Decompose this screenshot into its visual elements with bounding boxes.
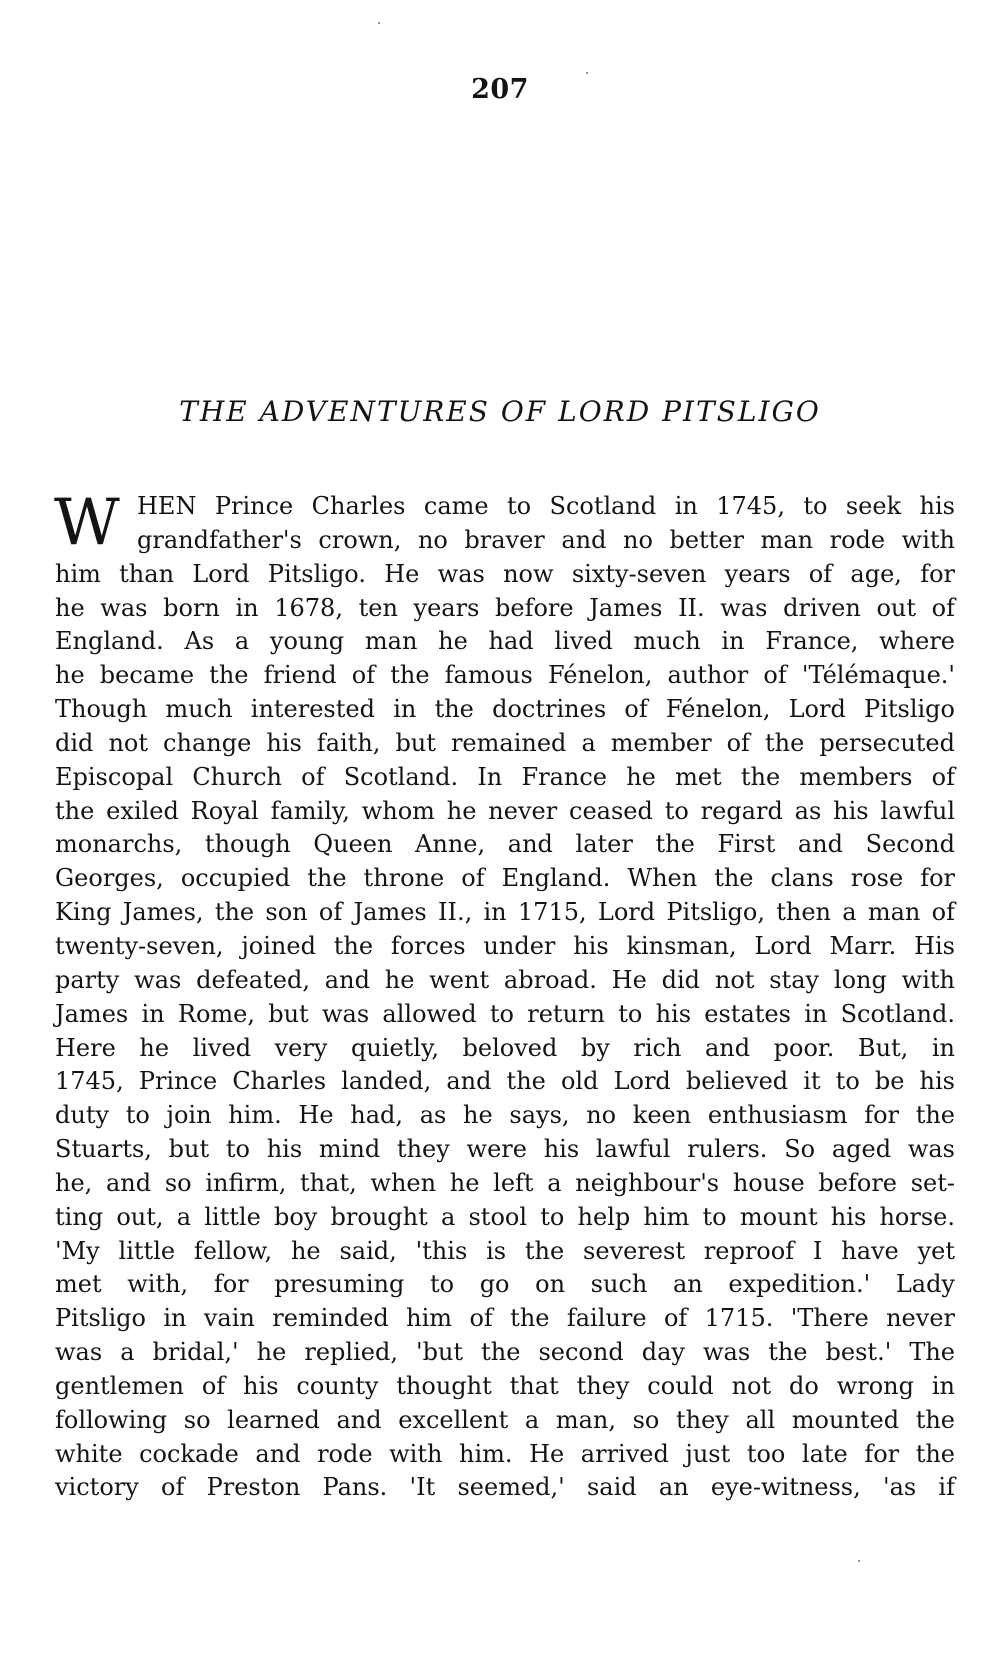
text-line: Georges, occupied the throne of England. When the clans rose for <box>55 864 955 893</box>
text-line: him than Lord Pitsligo. He was now sixty-seven years of age, for <box>55 559 955 588</box>
text-line: he, and so infirm, that, when he left a neighbour's house before set- <box>55 1168 955 1197</box>
text-line: he became the friend of the famous Fénelon, author of 'Télémaque.' <box>55 661 955 690</box>
text-line: 'My little fellow, he said, 'this is the severest reproof I have yet <box>55 1236 955 1265</box>
text-line: party was defeated, and he went abroad. He did not stay long with <box>55 965 955 994</box>
text-line: Stuarts, but to his mind they were his lawful rulers. So aged was <box>55 1135 955 1164</box>
text-line: grandfather's crown, no braver and no better man rode with <box>137 525 955 554</box>
chapter-body <box>54 486 955 1505</box>
text-line: Episcopal Church of Scotland. In France he met the members of <box>55 762 955 791</box>
drop-cap: W <box>54 486 120 560</box>
text-line: following so learned and excellent a man, so they all mounted the <box>55 1405 955 1434</box>
text-line: met with, for presuming to go on such an expedition.' Lady <box>55 1270 955 1299</box>
text-line: did not change his faith, but remained a member of the persecuted <box>55 728 955 757</box>
text-line: victory of Preston Pans. 'It seemed,' said an eye-witness, 'as if <box>55 1473 955 1502</box>
text-line: gentlemen of his county thought that they could not do wrong in <box>55 1371 955 1400</box>
text-line: Pitsligo in vain reminded him of the failure of 1715. 'There never <box>55 1304 955 1333</box>
text-line: twenty-seven, joined the forces under his kinsman, Lord Marr. His <box>55 931 955 960</box>
text-line: white cockade and rode with him. He arrived just too late for the <box>55 1439 955 1468</box>
scan-speck <box>858 1560 860 1562</box>
text-line: duty to join him. He had, as he says, no keen enthusiasm for the <box>55 1101 955 1130</box>
text-line: Though much interested in the doctrines of Fénelon, Lord Pitsligo <box>55 695 955 724</box>
text-line: King James, the son of James II., in 1715, Lord Pitsligo, then a man of <box>55 898 955 927</box>
scan-speck <box>378 22 380 24</box>
chapter-title: THE ADVENTURES OF LORD PITSLIGO <box>179 395 821 428</box>
text-line: ting out, a little boy brought a stool to help him to mount his horse. <box>55 1202 955 1231</box>
text-line: James in Rome, but was allowed to return to his estates in Scotland. <box>55 999 955 1028</box>
text-line: he was born in 1678, ten years before James II. was driven out of <box>55 593 955 622</box>
text-line: monarchs, though Queen Anne, and later the First and Second <box>55 830 955 859</box>
text-line: England. As a young man he had lived much in France, where <box>55 627 955 656</box>
page-number: 207 <box>471 74 529 105</box>
scan-speck <box>586 72 588 74</box>
text-line: 1745, Prince Charles landed, and the old Lord believed it to be his <box>55 1067 955 1096</box>
text-line: Here he lived very quietly, beloved by rich and poor. But, in <box>55 1033 955 1062</box>
first-line-text: HEN Prince Charles came to Scotland in 1745, to seek his <box>137 492 955 520</box>
text-line: was a bridal,' he replied, 'but the second day was the best.' The <box>55 1338 955 1367</box>
text-line: the exiled Royal family, whom he never ceased to regard as his lawful <box>55 796 955 825</box>
